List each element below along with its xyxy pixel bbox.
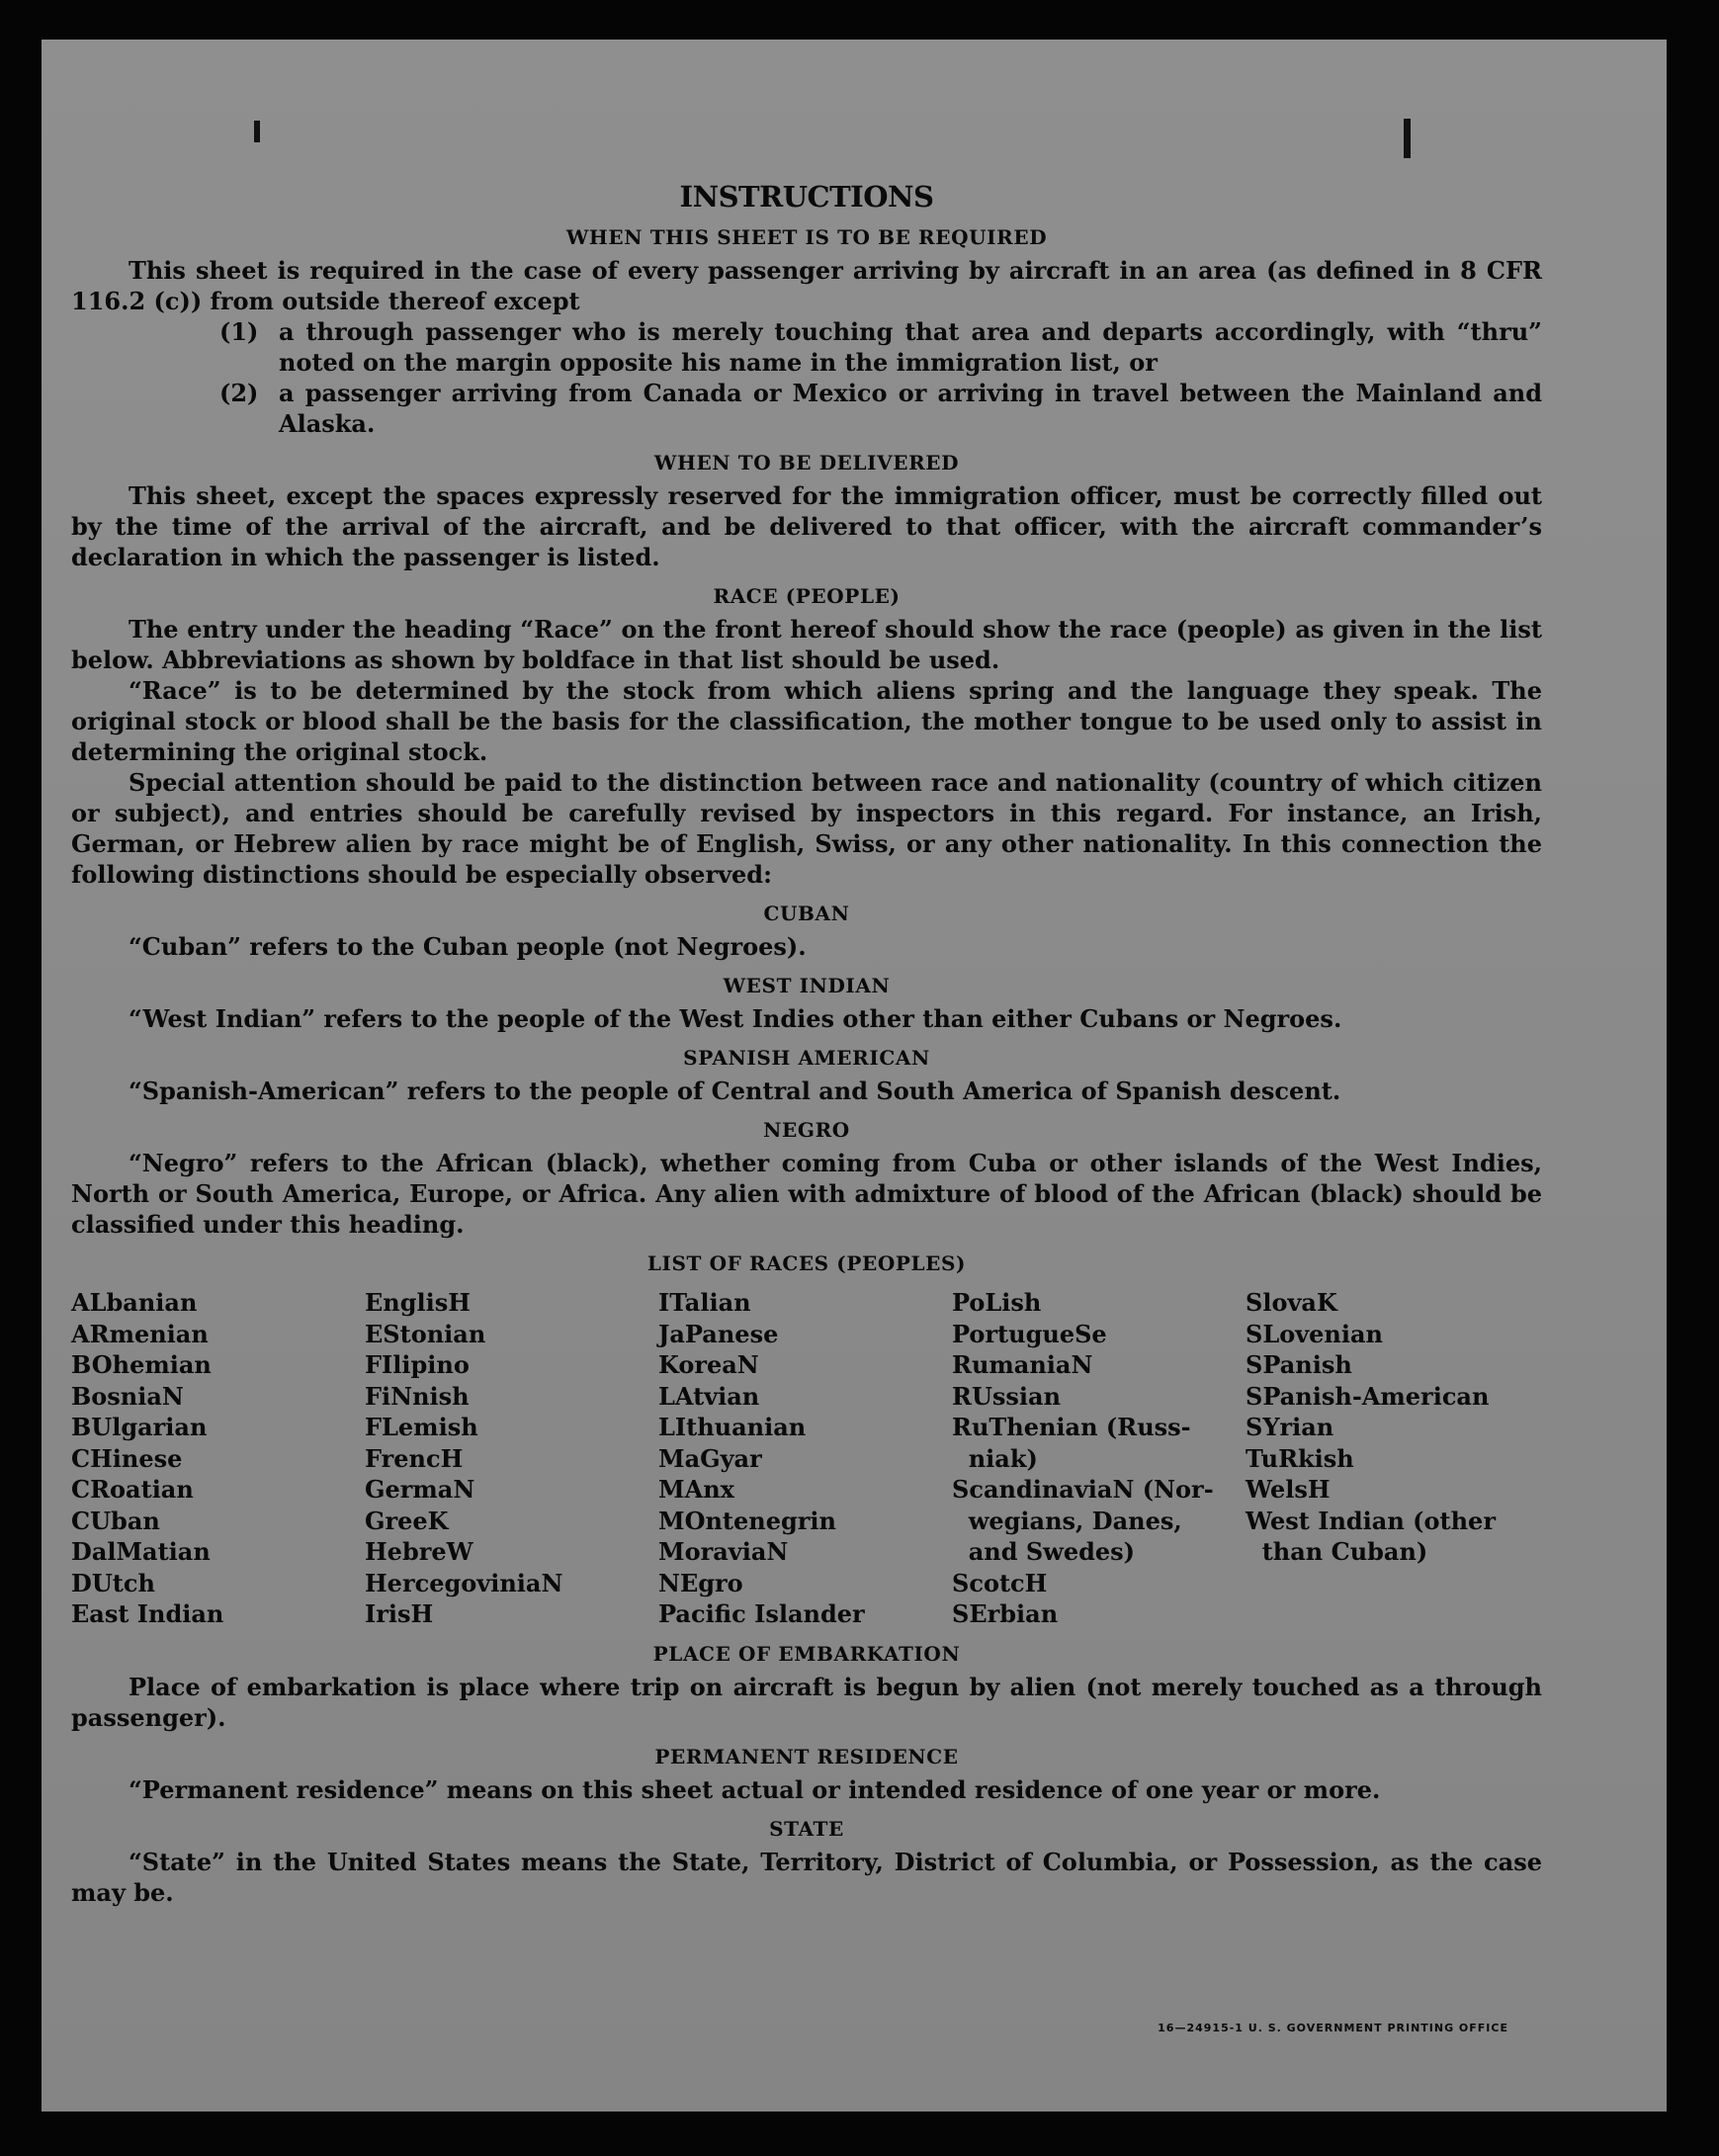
heading-embarkation: PLACE OF EMBARKATION xyxy=(652,1641,961,1666)
race-entry: LIthuanian xyxy=(658,1413,807,1441)
race-entry: DUtch xyxy=(71,1568,155,1597)
race-entry: ScandinaviaN (Nor- xyxy=(952,1475,1214,1504)
race-entry: FiNnish xyxy=(365,1381,470,1411)
exception-text: a passenger arriving from Canada or Mexico or arriving in travel between the Mainland and Alaska. xyxy=(279,379,1542,438)
heading-required: WHEN THIS SHEET IS TO BE REQUIRED xyxy=(565,225,1048,249)
races-column-5 xyxy=(1246,1287,1539,1630)
race-entry: SLovenian xyxy=(1246,1319,1383,1348)
race-entry: niak) xyxy=(952,1443,1038,1473)
race-entry: MAnx xyxy=(658,1475,734,1504)
delivered-text: This sheet, except the spaces expressly reserved for the immigration officer, must be correctly filled out by the time of the arrival of the aircraft, and be delivered to that officer, with the aircraft commander’s declaration in which the passenger is listed. xyxy=(71,481,1542,571)
race-entry: EStonian xyxy=(365,1319,486,1348)
race-entry: JaPanese xyxy=(658,1319,779,1348)
race-entry: EnglisH xyxy=(365,1288,471,1317)
race-entry: PortugueSe xyxy=(952,1319,1107,1348)
heading-spanish-american: SPANISH AMERICAN xyxy=(683,1046,930,1070)
heading-race: RACE (PEOPLE) xyxy=(713,584,901,608)
race-entry: SYrian xyxy=(1246,1413,1334,1441)
races-column-4 xyxy=(952,1287,1246,1630)
race-entry: SErbian xyxy=(952,1599,1059,1628)
race-entry: than Cuban) xyxy=(1246,1537,1428,1566)
races-column-2 xyxy=(365,1287,658,1630)
race-entry: RumaniaN xyxy=(952,1350,1093,1379)
race-entry: Pacific Islander xyxy=(658,1599,865,1628)
race-entry: RUssian xyxy=(952,1381,1062,1411)
race-entry: MOntenegrin xyxy=(658,1506,836,1535)
race-entry: West Indian (other xyxy=(1246,1506,1496,1535)
race-entry: and Swedes) xyxy=(952,1537,1136,1566)
spanish-american-text: “Spanish-American” refers to the people of Central and South America of Spanish descent. xyxy=(129,1077,1341,1105)
race-entry: LAtvian xyxy=(658,1381,760,1411)
printing-office-code: 16—24915-1 U. S. GOVERNMENT PRINTING OFFICE xyxy=(1158,2022,1508,2034)
race-entry: CHinese xyxy=(71,1443,183,1473)
embarkation-text: Place of embarkation is place where trip on aircraft is begun by alien (not merely touched as a through passenger). xyxy=(71,1672,1542,1732)
race-entry: DalMatian xyxy=(71,1537,211,1566)
hole-punch-mark-right xyxy=(1404,119,1411,158)
race-entry: IrisH xyxy=(365,1599,434,1628)
race-entry: SPanish-American xyxy=(1246,1381,1490,1411)
race-entry: TuRkish xyxy=(1246,1443,1354,1473)
race-entry: ALbanian xyxy=(71,1288,198,1317)
race-paragraph-1: The entry under the heading “Race” on the front hereof should show the race (people) as given in the list below. Abbreviations as shown by boldface in that list should be used. xyxy=(71,615,1542,674)
race-entry: ITalian xyxy=(658,1288,751,1317)
heading-residence: PERMANENT RESIDENCE xyxy=(654,1744,959,1768)
instructions-content xyxy=(71,180,1542,1908)
race-entry: FrencH xyxy=(365,1443,464,1473)
race-entry: CUban xyxy=(71,1506,160,1535)
heading-list-of-races: LIST OF RACES (PEOPLES) xyxy=(646,1251,967,1275)
heading-state: STATE xyxy=(769,1816,844,1841)
race-entry: NEgro xyxy=(658,1568,743,1597)
race-entry: GreeK xyxy=(365,1506,449,1535)
race-entry: ARmenian xyxy=(71,1319,209,1348)
races-column-1 xyxy=(71,1287,365,1630)
heading-negro: NEGRO xyxy=(763,1118,850,1142)
race-entry: FIlipino xyxy=(365,1350,470,1379)
cuban-text: “Cuban” refers to the Cuban people (not Negroes). xyxy=(129,932,807,961)
race-entry: wegians, Danes, xyxy=(952,1506,1182,1535)
negro-text: “Negro” refers to the African (black), whether coming from Cuba or other islands of the West Indies, North or South America, Europe, or Africa. Any alien with admixture of blood of the African (black) should be classified under this heading. xyxy=(71,1149,1542,1239)
race-paragraph-3: Special attention should be paid to the distinction between race and nationality (country of which citizen or subject), and entries should be carefully revised by inspectors in this regard. For instance, an Irish, German, or Hebrew alien by race might be of English, Swiss, or any other nationality. In this connection the following distinctions should be especially observed: xyxy=(71,768,1542,889)
races-column-3 xyxy=(658,1287,952,1630)
west-indian-text: “West Indian” refers to the people of the West Indies other than either Cubans or Negroes. xyxy=(129,1004,1342,1033)
races-list xyxy=(71,1287,1542,1630)
exception-number: (2) xyxy=(219,379,259,407)
state-text: “State” in the United States means the State, Territory, District of Columbia, or Possession, as the case may be. xyxy=(71,1847,1542,1907)
race-entry: HebreW xyxy=(365,1537,473,1566)
race-entry: RuThenian (Russ- xyxy=(952,1413,1191,1441)
race-entry: MaGyar xyxy=(658,1443,762,1473)
heading-west-indian: WEST INDIAN xyxy=(723,974,891,997)
heading-cuban: CUBAN xyxy=(763,902,850,925)
race-entry: MoraviaN xyxy=(658,1537,789,1566)
exception-number: (1) xyxy=(219,317,259,346)
race-entry: GermaN xyxy=(365,1475,475,1504)
document-sheet xyxy=(42,40,1667,2112)
race-entry: BosniaN xyxy=(71,1381,184,1411)
race-entry: KoreaN xyxy=(658,1350,759,1379)
exception-text: a through passenger who is merely touching that area and departs accordingly, with “thru” noted on the margin opposite his name in the immigration list, or xyxy=(279,317,1542,377)
race-entry: BOhemian xyxy=(71,1350,212,1379)
page-title: INSTRUCTIONS xyxy=(679,180,934,214)
race-entry: CRoatian xyxy=(71,1475,194,1504)
exception-item xyxy=(71,316,1542,378)
race-entry: HercegoviniaN xyxy=(365,1568,563,1597)
race-entry: ScotcH xyxy=(952,1568,1048,1597)
required-intro: This sheet is required in the case of every passenger arriving by aircraft in an area (as defined in 8 CFR 116.2 (c)) from outside thereof except xyxy=(71,256,1542,315)
exception-item xyxy=(71,378,1542,439)
race-entry: FLemish xyxy=(365,1413,478,1441)
race-paragraph-2: “Race” is to be determined by the stock from which aliens spring and the language they speak. The original stock or blood shall be the basis for the classification, the mother tongue to be used only to assist in determining the original stock. xyxy=(71,676,1542,766)
race-entry: PoLish xyxy=(952,1288,1042,1317)
hole-punch-mark-left xyxy=(254,121,260,142)
race-entry: East Indian xyxy=(71,1599,224,1628)
residence-text: “Permanent residence” means on this sheet actual or intended residence of one year or more. xyxy=(129,1774,1381,1804)
heading-delivered: WHEN TO BE DELIVERED xyxy=(653,451,960,474)
race-entry: SlovaK xyxy=(1246,1288,1337,1317)
race-entry: BUlgarian xyxy=(71,1413,208,1441)
race-entry: WelsH xyxy=(1246,1475,1331,1504)
race-entry: SPanish xyxy=(1246,1350,1352,1379)
